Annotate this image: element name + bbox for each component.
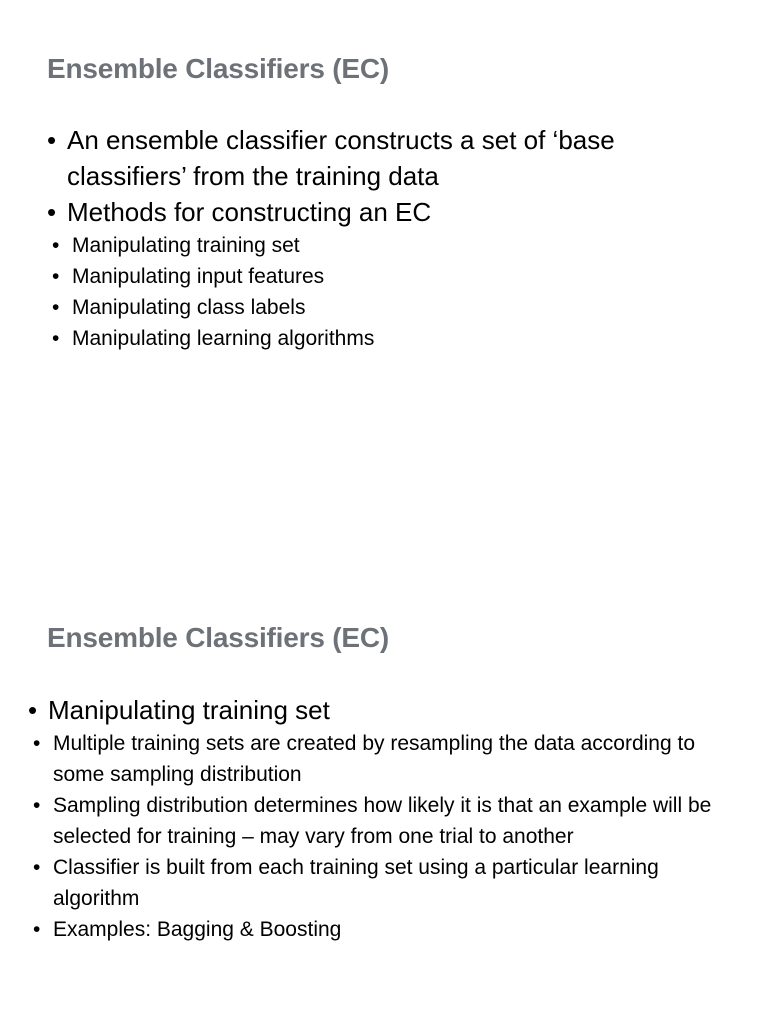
sub-bullet-item [52, 261, 728, 292]
bullet-icon: • [52, 234, 60, 257]
bullet-icon: • [33, 918, 41, 941]
bullet-icon: • [52, 296, 60, 319]
sub-bullet-item [33, 914, 728, 945]
sub-bullet-text: Manipulating class labels [72, 296, 306, 319]
bullet-item [47, 194, 728, 230]
sub-bullet-text: Examples: Bagging & Boosting [53, 918, 342, 941]
sub-bullet-group [28, 728, 728, 945]
sub-bullet-text: Classifier is built from each training set using a particular learning algorithm [53, 856, 659, 910]
sub-bullet-item [52, 323, 728, 354]
bullet-icon: • [52, 265, 60, 288]
bullet-text: Manipulating training set [48, 695, 330, 725]
slide-2 [0, 568, 768, 1008]
bullet-icon: • [33, 856, 41, 879]
bullet-item [47, 122, 728, 194]
sub-bullet-item [33, 790, 728, 852]
bullet-icon: • [33, 794, 41, 817]
sub-bullet-item [52, 230, 728, 261]
sub-bullet-list [52, 230, 728, 354]
sub-bullet-group [47, 230, 728, 354]
bullet-icon: • [52, 327, 60, 350]
bullet-icon: • [47, 197, 57, 227]
slide-title: Ensemble Classifiers (EC) [47, 53, 390, 84]
sub-bullet-item [52, 292, 728, 323]
sub-bullet-text: Sampling distribution determines how likely it is that an example will be selected for training – may vary from one trial to another [53, 794, 712, 848]
slide-title: Ensemble Classifiers (EC) [47, 622, 390, 653]
bullet-icon: • [47, 125, 57, 155]
sub-bullet-list [33, 728, 728, 945]
bullet-list [28, 692, 728, 945]
bullet-item [28, 692, 728, 728]
sub-bullet-text: Manipulating learning algorithms [72, 327, 375, 350]
sub-bullet-item [33, 852, 728, 914]
bullet-icon: • [33, 732, 41, 755]
sub-bullet-text: Multiple training sets are created by resampling the data according to some sampling distribution [53, 732, 696, 786]
sub-bullet-text: Manipulating input features [72, 265, 325, 288]
bullet-text: Methods for constructing an EC [67, 197, 432, 227]
sub-bullet-text: Manipulating training set [72, 234, 300, 257]
bullet-icon: • [28, 695, 38, 725]
sub-bullet-item [33, 728, 728, 790]
bullet-text: An ensemble classifier constructs a set of ‘base classifiers’ from the training data [67, 125, 615, 191]
bullet-list [47, 122, 728, 354]
